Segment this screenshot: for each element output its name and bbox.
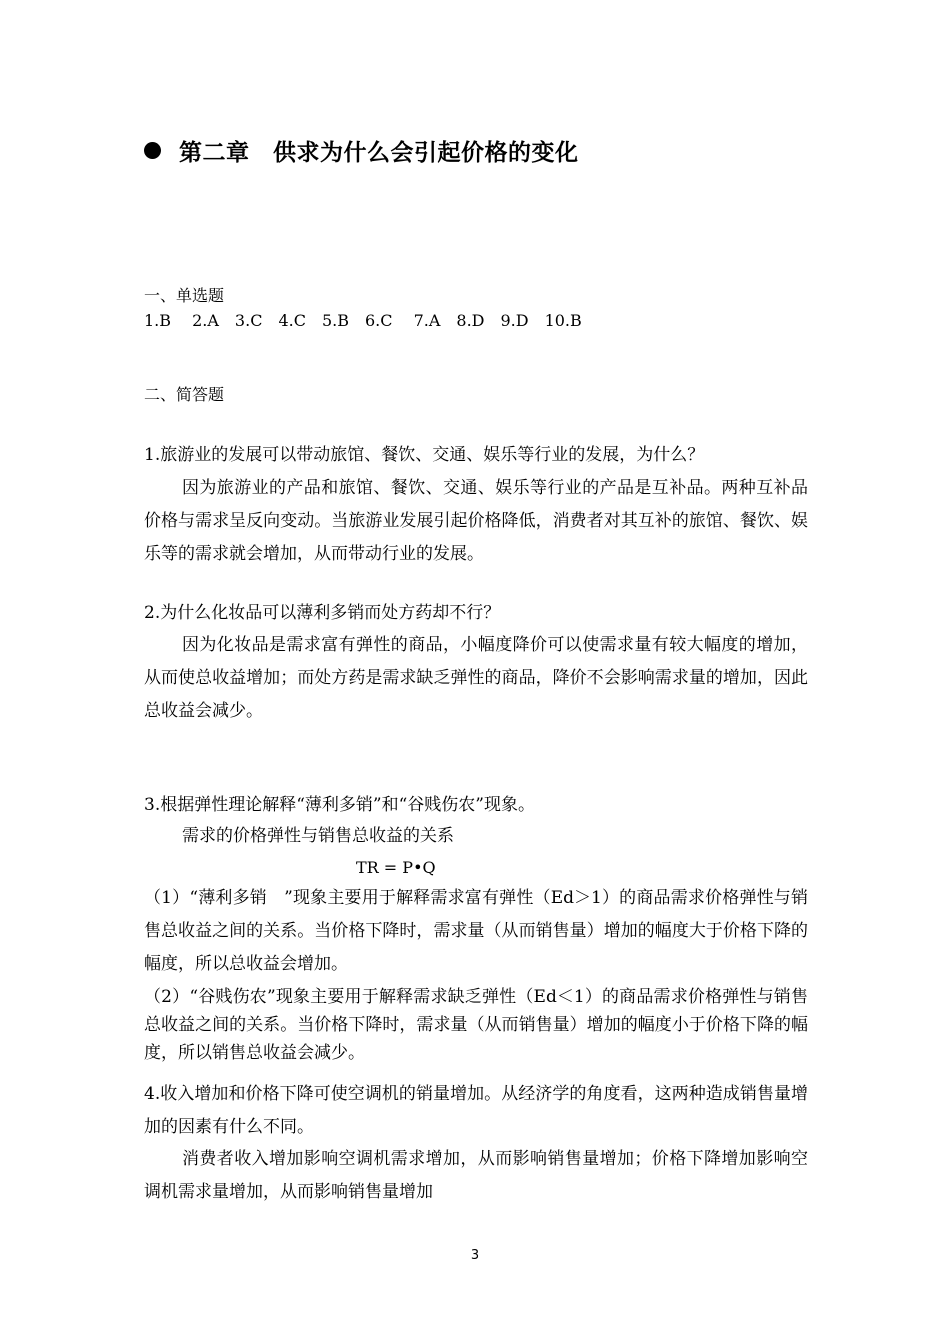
answer-3-intro: 需求的价格弹性与销售总收益的关系 <box>182 826 454 846</box>
answer-2: 因为化妆品是需求富有弹性的商品，小幅度降价可以使需求量有较大幅度的增加，从而使总收益增加；而处方药是需求缺乏弹性的商品，降价不会影响需求量的增加，因此总收益会减少。 <box>144 635 808 721</box>
answer-4: 消费者收入增加影响空调机需求增加，从而影响销售量增加；价格下降增加影响空调机需求量增加，从而影响销售量增加 <box>144 1149 808 1202</box>
question-4: 4.收入增加和价格下降可使空调机的销量增加。从经济学的角度看，这两种造成销售量增加的因素有什么不同。 <box>144 1084 808 1137</box>
question-3: 3.根据弹性理论解释“薄利多销”和“谷贱伤农”现象。 <box>144 795 535 815</box>
section-heading-single-choice: 一、单选题 <box>144 286 225 305</box>
answer-1: 因为旅游业的产品和旅馆、餐饮、交通、娱乐等行业的产品是互补品。两种互补品价格与需求呈反向变动。当旅游业发展引起价格降低，消费者对其互补的旅馆、餐饮、娱乐等的需求就会增加，从而带动行业的发展。 <box>144 478 808 564</box>
chapter-title <box>144 134 579 167</box>
answer-3-point-1: （1）“薄利多销 ”现象主要用于解释需求富有弹性（Ed＞1）的商品需求价格弹性与销售总收益之间的关系。当价格下降时，需求量（从而销售量）增加的幅度大于价格下降的幅度，所以总收益会增加。 <box>144 888 808 974</box>
chapter-title-text: 第二章 供求为什么会引起价格的变化 <box>179 140 579 166</box>
section-heading-short-answer: 二、简答题 <box>144 385 225 404</box>
bullet-icon <box>144 142 161 159</box>
page-number: 3 <box>470 1248 480 1263</box>
single-choice-answers: 1.B 2.A 3.C 4.C 5.B 6.C 7.A 8.D 9.D 10.B <box>144 311 582 330</box>
revenue-formula: TR = P•Q <box>356 858 436 877</box>
question-1: 1.旅游业的发展可以带动旅馆、餐饮、交通、娱乐等行业的发展，为什么？ <box>144 445 705 465</box>
answer-3-point-2: （2）“谷贱伤农”现象主要用于解释需求缺乏弹性（Ed＜1）的商品需求价格弹性与销售总收益之间的关系。当价格下降时，需求量（从而销售量）增加的幅度小于价格下降的幅度，所以销售总收益会减少。 <box>144 987 808 1063</box>
question-2: 2.为什么化妆品可以薄利多销而处方药却不行？ <box>144 603 501 623</box>
